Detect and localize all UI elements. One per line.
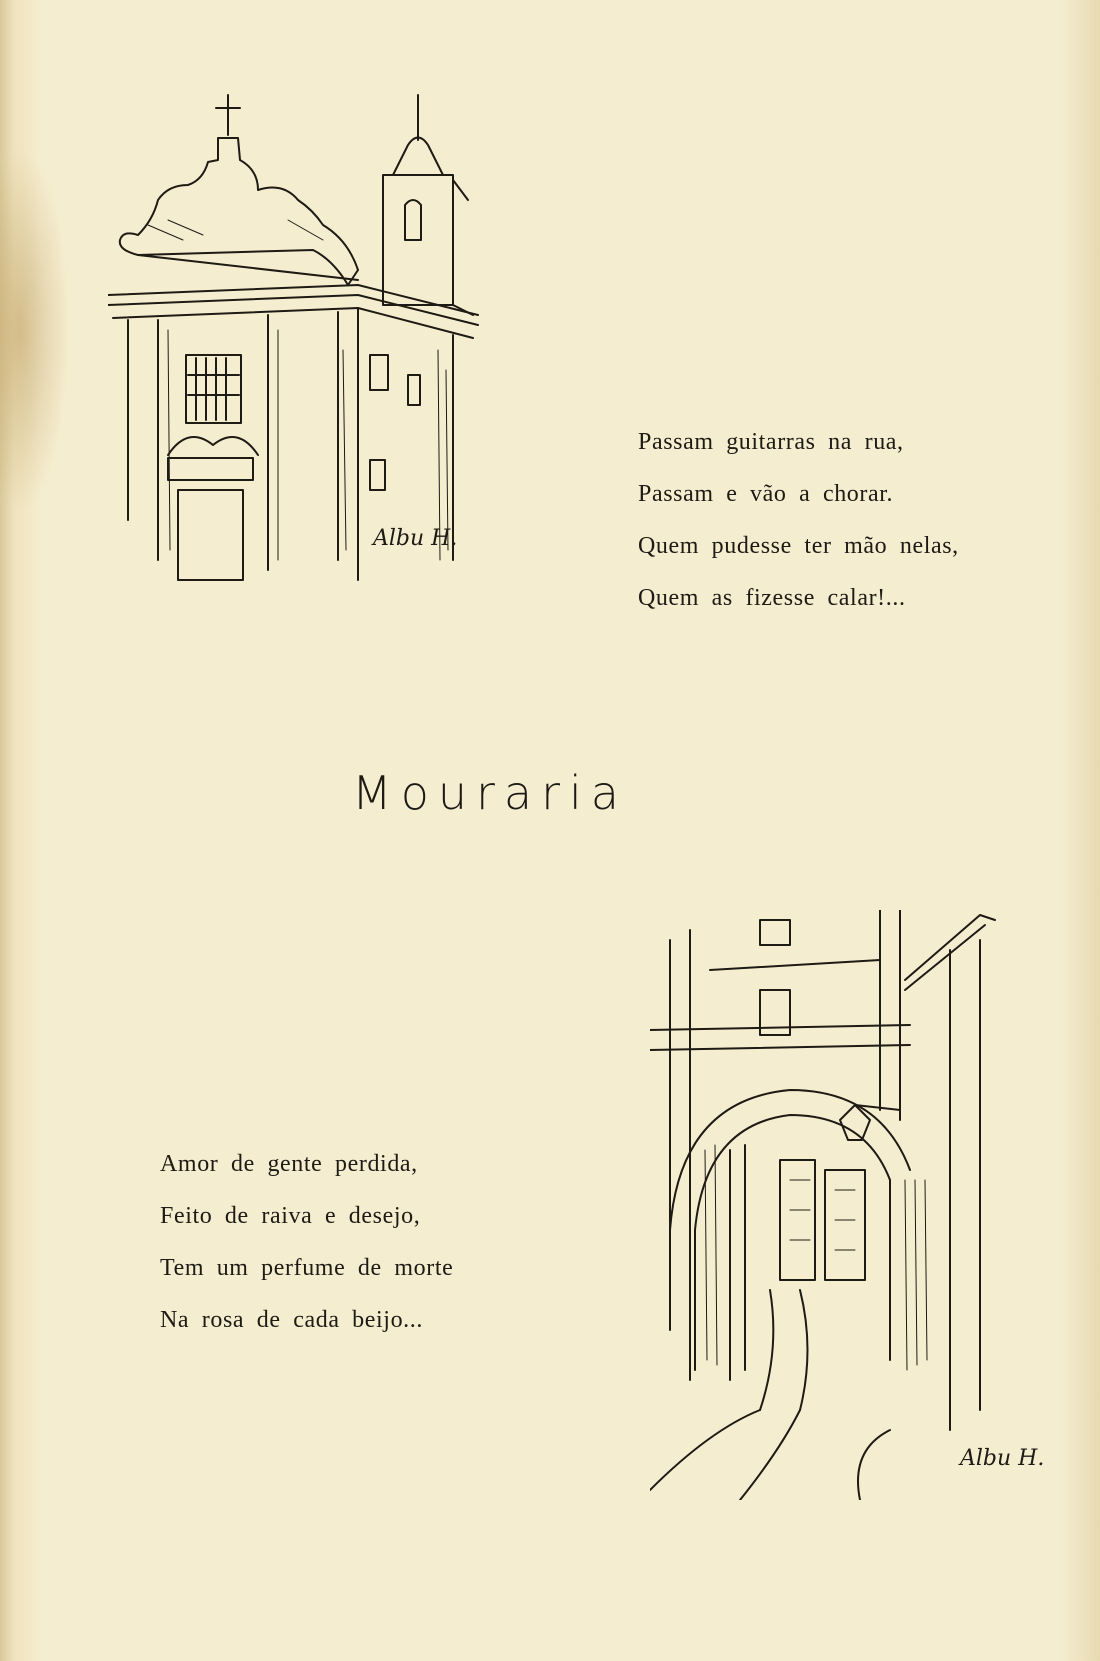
stanza-line: Na rosa de cada beijo... xyxy=(160,1307,423,1333)
stanza-line: Passam e vão a chorar. xyxy=(638,481,894,507)
church-signature: Albu H. xyxy=(373,526,458,551)
church-illustration xyxy=(108,90,508,610)
stanza-line: Feito de raiva e desejo, xyxy=(160,1203,421,1229)
stanza-line: Passam guitarras na rua, xyxy=(638,429,904,455)
top-stanza xyxy=(638,416,959,624)
stanza-line: Quem as fizesse calar!... xyxy=(638,585,906,611)
stanza-line: Amor de gente perdida, xyxy=(160,1151,418,1177)
bottom-stanza xyxy=(160,1138,453,1346)
street-arch-illustration xyxy=(650,910,1060,1500)
stanza-line: Tem um perfume de morte xyxy=(160,1255,454,1281)
page-title: Mouraria xyxy=(352,766,628,820)
stanza-line: Quem pudesse ter mão nelas, xyxy=(638,533,959,559)
arch-signature: Albu H. xyxy=(960,1446,1045,1471)
